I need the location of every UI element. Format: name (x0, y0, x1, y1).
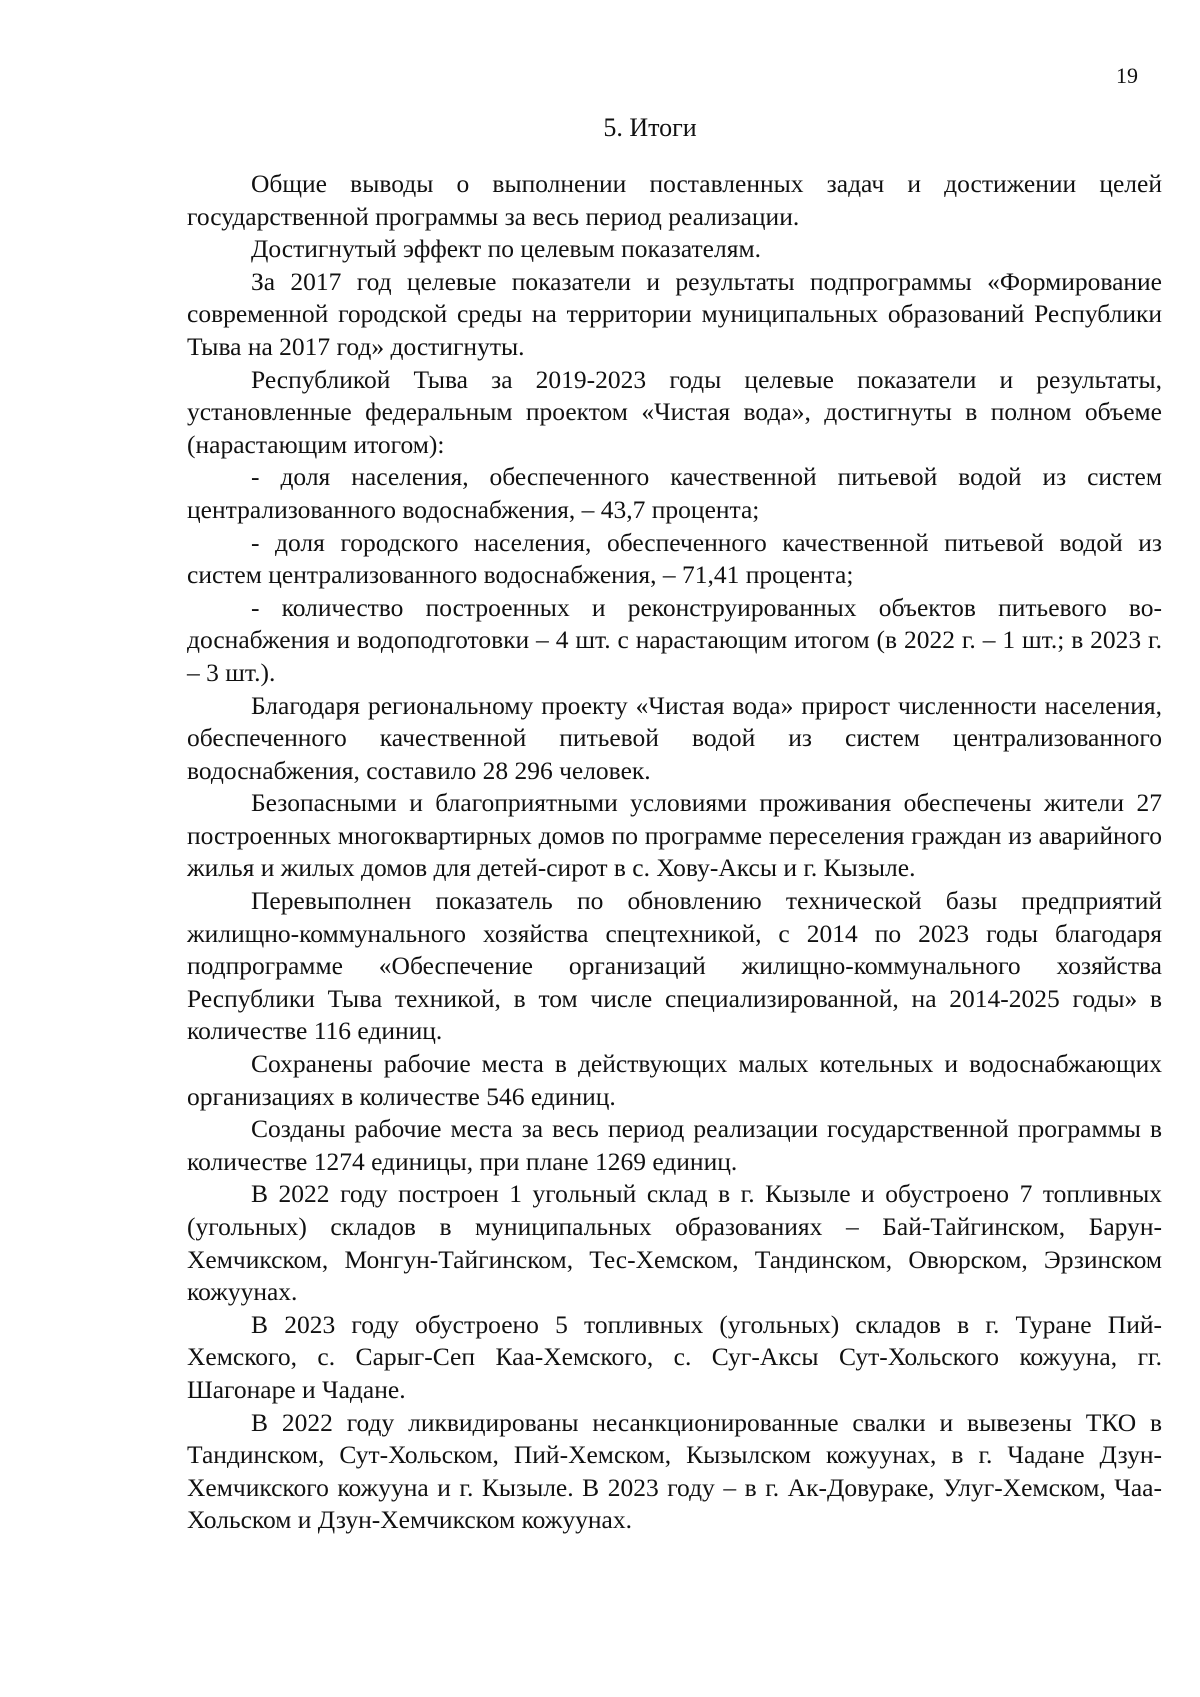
paragraph-general-conclusions: Общие выводы о выполнении поставленных задач и достижении целей государственной программы за весь период реализации. (187, 169, 1162, 231)
paragraph-achieved-effect: Достигнутый эффект по целевым показателям. (251, 234, 761, 264)
paragraph-clean-water-project: Республикой Тыва за 2019-2023 годы целевые показатели и результаты, установленные федеральным проектом «Чистая вода», достигнуты в полном объеме (нарастающим итогом): (187, 364, 1162, 459)
document-body (187, 168, 1162, 1537)
paragraph-special-equipment: Перевыполнен показатель по обновлению технической базы предприятий жилищно-коммунального хозяйства спецтехникой, с 2014 по 2023 годы благодаря подпрограмме «Обеспечение организаций жилищно-коммунального хозяйства Республики Тыва техникой, в том числе специализированной, на 2014-2025 годы» в количестве 116 единиц. (187, 886, 1162, 1046)
paragraph-jobs-created: Созданы рабочие места за весь период реализации государственной программы в количестве 1274 единицы, при плане 1269 единиц. (187, 1114, 1162, 1176)
list-item-population-share: - доля населения, обеспеченного качественной питьевой водой из систем централизованного водоснабжения, – 43,7 процента; (187, 462, 1162, 524)
list-item-urban-population-share: - доля городского населения, обеспеченного качественной питьевой водой из систем централизованного водоснабжения, – 71,41 процента; (187, 527, 1162, 590)
page-number: 19 (1116, 63, 1138, 88)
paragraph-2017-results: За 2017 год целевые показатели и результаты подпрограммы «Формирование современной городской среды на территории муниципальных образований Республики Тыва на 2017 год» достигнуты. (187, 266, 1162, 361)
paragraph-2022-coal-warehouses: В 2022 году построен 1 угольный склад в г. Кызыле и обустроено 7 топливных (угольных) складов в муниципальных образованиях – Бай-Тайгинском, Барун-Хемчикском, Монгун-Тайгинском, Тес-Хемском, Тандинском, Овюрском, Эрзинском кожуунах. (187, 1179, 1162, 1307)
paragraph-2023-coal-warehouses: В 2023 году обустроено 5 топливных (угольных) складов в г. Туране Пий-Хемского, с. Сарыг-Сеп Каа-Хемского, с. Суг-Аксы Сут-Хольского кожууна, гг. Шагонаре и Чадане. (187, 1309, 1162, 1404)
list-item-facilities-count: - количество построенных и реконструированных объектов питьевого водоснабжения и водоподготовки – 4 шт. с нарастающим итогом (в 2022 г. – 1 шт.; в 2023 г. – 3 шт.). (187, 592, 1162, 687)
paragraph-landfills: В 2022 году ликвидированы несанкционированные свалки и вывезены ТКО в Тандинском, Сут-Хольском, Пий-Хемском, Кызылском кожуунах, в г. Чадане Дзун-Хемчикского кожууна и г. Кызыле. В 2023 году – в г. Ак-Довураке, Улуг-Хемском, Чаа-Хольском и Дзун-Хемчикском кожуунах. (187, 1407, 1162, 1535)
section-title: 5. Итоги (603, 113, 697, 142)
paragraph-population-growth: Благодаря региональному проекту «Чистая вода» прирост численности населения, обеспеченного качественной питьевой водой из систем централизованного водоснабжения, составило 28 296 человек. (187, 690, 1162, 785)
paragraph-housing-conditions: Безопасными и благоприятными условиями проживания обеспечены жители 27 построенных многоквартирных домов по программе переселения граждан из аварийного жилья и жилых домов для детей-сирот в с. Хову-Аксы и г. Кызыле. (187, 788, 1162, 883)
paragraph-jobs-retained: Сохранены рабочие места в действующих малых котельных и водоснабжающих организациях в количестве 546 единиц. (187, 1049, 1162, 1111)
